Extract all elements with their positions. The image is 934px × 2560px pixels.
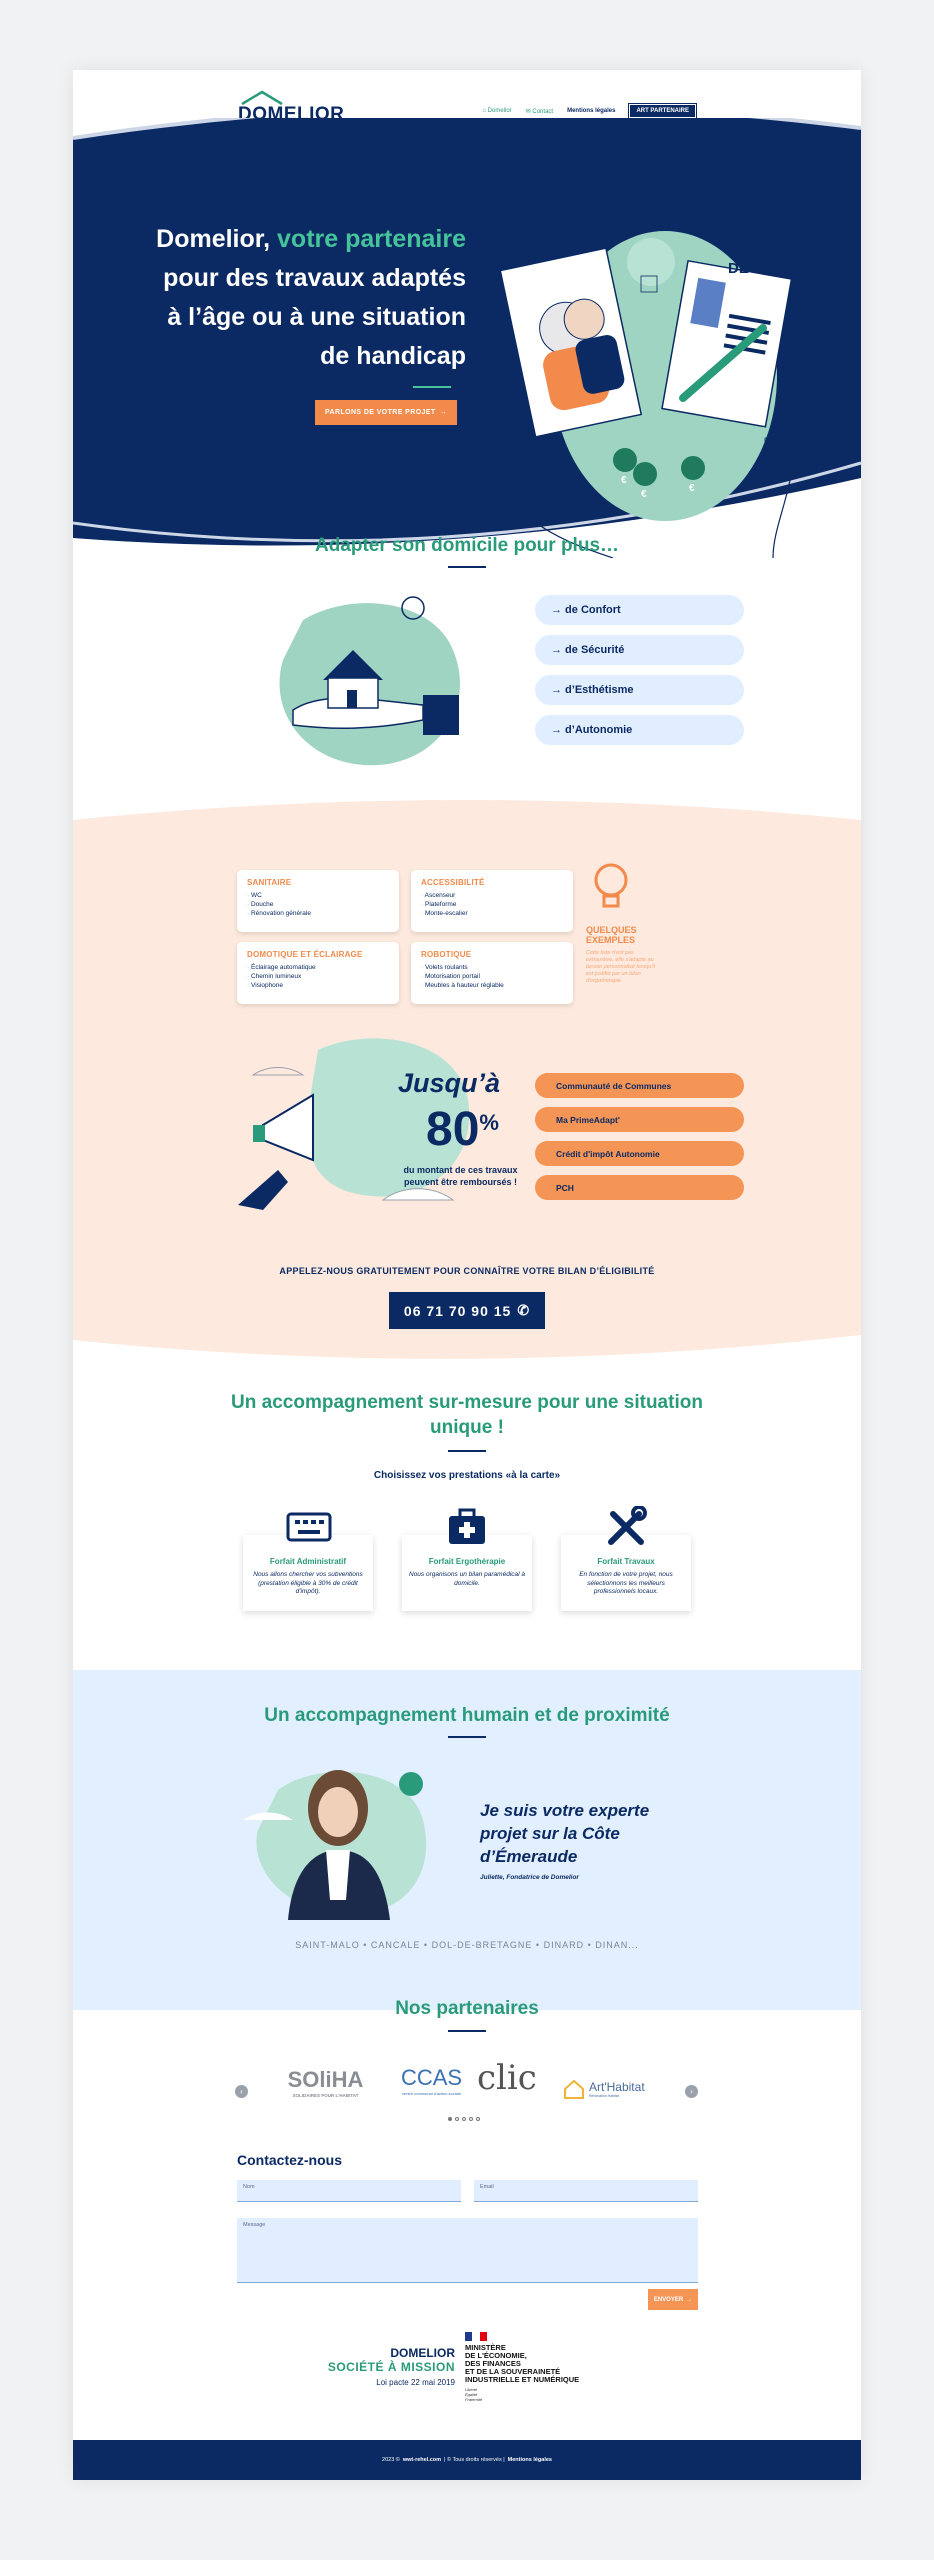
lightbulb-icon <box>591 862 631 914</box>
adapt-item-esthetisme: → d’Esthétisme <box>535 675 744 705</box>
send-button[interactable] <box>648 2289 698 2310</box>
nav-contact[interactable]: ✉ Contact <box>525 108 554 115</box>
house-hand-illustration <box>263 580 493 780</box>
forfait-text: En fonction de votre projet, nous sélectionnons les meilleurs professionnels locaux. <box>579 1571 673 1595</box>
adapt-item-securite: → de Sécurité <box>535 635 744 665</box>
copyright-prefix: 2023 © <box>382 2457 400 2463</box>
funding-percent-value: 80 <box>426 1103 480 1156</box>
forfait-text: Nous allons chercher vos subventions (prestation éligible à 30% de crédit d'impôt). <box>253 1571 363 1595</box>
tools-icon <box>605 1506 647 1548</box>
expert-line3: d’Émeraude <box>480 1847 578 1866</box>
human-underline <box>448 1736 486 1738</box>
carousel-next-button[interactable] <box>685 2085 698 2098</box>
partner-sub: centre communal d'action sociale <box>401 2091 461 2096</box>
call-text: APPELEZ-NOUS GRATUITEMENT POUR CONNAÎTRE VOTRE BILAN D’ÉLIGIBILITÉ <box>279 1266 655 1276</box>
funding-prefix: Jusqu’à <box>398 1068 501 1098</box>
partner-logo-clic[interactable]: clic <box>477 2058 537 2098</box>
carousel-dot[interactable] <box>455 2117 459 2121</box>
hero-title-line2: pour des travaux adaptés <box>163 264 466 292</box>
aid-primeadapt: Ma PrimeAdapt' <box>535 1107 744 1132</box>
email-field[interactable]: Email <box>474 2180 698 2202</box>
carousel-dot[interactable] <box>476 2117 480 2121</box>
nav-domelior[interactable]: ⌂ Domelior <box>482 108 512 114</box>
carousel-dots <box>448 2117 480 2121</box>
funding-percent-sign: % <box>479 1110 499 1135</box>
euro-icon: € <box>621 475 627 486</box>
hero-title-line4: de handicap <box>320 342 466 370</box>
examples-side-text: Cette liste n'est pas exhaustive, elle s'adapte au besoin personnalisé lorsqu'il est justifié par un bilan d'ergothérapie <box>586 950 655 984</box>
expert-subtitle: Juliette, Fondatrice de Domelior <box>480 1874 579 1881</box>
home-icon: ⌂ <box>482 108 488 114</box>
partner-name: CCAS <box>400 2065 463 2090</box>
partners-title: Nos partenaires <box>395 1998 539 2019</box>
house-icon <box>563 2078 585 2100</box>
parlons-projet-button[interactable] <box>315 400 457 425</box>
nav-mentions-legales[interactable]: Mentions légales <box>567 108 616 114</box>
hero-title-line3: à l’âge ou à une situation <box>167 303 466 331</box>
first-aid-kit-icon <box>447 1508 487 1546</box>
adapt-underline <box>448 566 486 568</box>
ministry-line: DE L'ÉCONOMIE, <box>465 2351 527 2360</box>
carousel-dot[interactable] <box>462 2117 466 2121</box>
devis-label: DEVIS <box>728 260 774 277</box>
footer-law: Loi pacte 22 mai 2019 <box>376 2378 455 2387</box>
aid-credit-impot: Crédit d'impôt Autonomie <box>535 1141 744 1166</box>
services-title <box>73 1390 861 1440</box>
phone-button[interactable] <box>389 1292 545 1329</box>
services-subtitle: Choisissez vos prestations «à la carte» <box>373 1470 561 1481</box>
contact-title: Contactez-nous <box>237 2152 342 2168</box>
examples-side-title: QUELQUES EXEMPLES <box>586 925 637 945</box>
espace-partenaire-button[interactable]: ART PARTENAIRE <box>629 104 696 118</box>
partner-logo-ccas[interactable] <box>399 2065 464 2096</box>
french-flag-icon <box>465 2332 487 2341</box>
arrow-right-icon: → <box>439 409 447 416</box>
funding-subtitle: du montant de ces travaux peuvent être remboursés ! <box>403 1165 518 1187</box>
footer-bar <box>73 2440 861 2480</box>
ministry-logo <box>465 2332 579 2402</box>
forfait-title: Forfait Travaux <box>597 1557 655 1566</box>
phone-icon: ✆ <box>517 1302 531 1318</box>
adapt-item-autonomie: → d’Autonomie <box>535 715 744 745</box>
motto-line: Liberté <box>465 2387 478 2392</box>
chevron-left-icon: ‹ <box>240 2087 243 2096</box>
hero-title-part1: Domelior, <box>156 225 271 253</box>
partner-name: Art'Habitat <box>589 2080 645 2094</box>
example-card-robotique: ROBOTIQUE · Volets roulants · Motorisation portail · Meubles à hauteur réglable <box>411 942 573 1004</box>
example-card-sanitaire: SANITAIRE · WC · Douche · Rénovation générale <box>237 870 399 932</box>
example-card-domotique: DOMOTIQUE ET ÉCLAIRAGE · Éclairage automatique · Chemin lumineux · Visiophone <box>237 942 399 1004</box>
hero-title <box>133 220 466 376</box>
ministry-line: MINISTÈRE <box>465 2343 506 2352</box>
partner-name: SOliHA <box>287 2067 364 2092</box>
name-field[interactable]: Nom <box>237 2180 461 2202</box>
copyright-link[interactable]: wwt-rehel.com <box>402 2457 442 2463</box>
phone-number: 06 71 70 90 15 <box>403 1302 512 1319</box>
hero-title-accent: votre partenaire <box>277 225 466 253</box>
carousel-prev-button[interactable] <box>235 2085 248 2098</box>
carousel-dot[interactable] <box>469 2117 473 2121</box>
cta-label: PARLONS DE VOTRE PROJET <box>325 409 436 416</box>
partner-logo-arthabitat[interactable] <box>563 2078 645 2100</box>
main-nav <box>482 104 696 118</box>
euro-icon: € <box>689 483 695 494</box>
expert-line2: projet sur la Côte <box>480 1824 620 1843</box>
adapt-item-confort: → de Confort <box>535 595 744 625</box>
partner-sub: SOLIDAIRES POUR L'HABITAT <box>292 2093 359 2098</box>
forfait-text: Nous organisons un bilan paramédical à domicile. <box>409 1571 525 1587</box>
funding-percent <box>426 1102 499 1157</box>
human-title: Un accompagnement humain et de proximité <box>264 1705 670 1726</box>
aid-communaute-communes: Communauté de Communes <box>535 1073 744 1098</box>
forfait-ergotherapie-card[interactable] <box>402 1535 532 1611</box>
services-underline <box>448 1450 486 1452</box>
motto-line: Égalité <box>465 2392 478 2397</box>
expert-heading <box>480 1799 649 1868</box>
founder-portrait <box>238 1750 458 1920</box>
logo-text: DOMELIOR <box>238 104 345 125</box>
chevron-right-icon: › <box>690 2087 693 2096</box>
services-title-line2: unique ! <box>430 1417 504 1438</box>
copyright-text: | © Tous droits réservés | <box>444 2457 505 2463</box>
partner-sub: Rénovation Habitat <box>589 2094 619 2098</box>
partners-underline <box>448 2030 486 2032</box>
page <box>73 70 861 2480</box>
motto-line: Fraternité <box>465 2397 483 2402</box>
forfait-title: Forfait Administratif <box>269 1557 347 1566</box>
mail-icon: ✉ <box>525 108 533 115</box>
ministry-line: INDUSTRIELLE ET NUMÉRIQUE <box>465 2375 580 2384</box>
hero-divider <box>413 386 451 388</box>
keyboard-icon <box>286 1510 332 1544</box>
partner-logo-soliha[interactable] <box>278 2067 373 2098</box>
message-field[interactable]: Message <box>237 2218 698 2283</box>
aid-pch: PCH <box>535 1175 744 1200</box>
cities-list: SAINT-MALO • CANCALE • DOL-DE-BRETAGNE • DINARD • DINAN... <box>295 1940 639 1950</box>
footer-mentions-legales-link[interactable]: Mentions légales <box>507 2457 552 2463</box>
ministry-line: DES FINANCES <box>465 2359 521 2368</box>
send-label: ENVOYER <box>653 2296 684 2303</box>
ministry-line: ET DE LA SOUVERAINETÉ <box>465 2367 561 2376</box>
services-title-line1: Un accompagnement sur-mesure pour une situation <box>231 1392 703 1413</box>
forfait-title: Forfait Ergothérapie <box>428 1557 506 1566</box>
example-card-accessibilite: ACCESSIBILITÉ · Ascenseur · Plateforme · Monte-escalier <box>411 870 573 932</box>
carousel-dot[interactable] <box>448 2117 452 2121</box>
arrow-right-icon: → <box>686 2296 693 2303</box>
footer-mission: SOCIÉTÉ À MISSION <box>327 2360 455 2374</box>
mission-block <box>325 2346 455 2387</box>
euro-icon: € <box>641 489 647 500</box>
adapt-title: Adapter son domicile pour plus… <box>314 535 620 556</box>
forfait-administratif-card[interactable] <box>243 1535 373 1611</box>
expert-line1: Je suis votre experte <box>480 1801 650 1820</box>
footer-brand: DOMELIOR <box>390 2346 455 2360</box>
